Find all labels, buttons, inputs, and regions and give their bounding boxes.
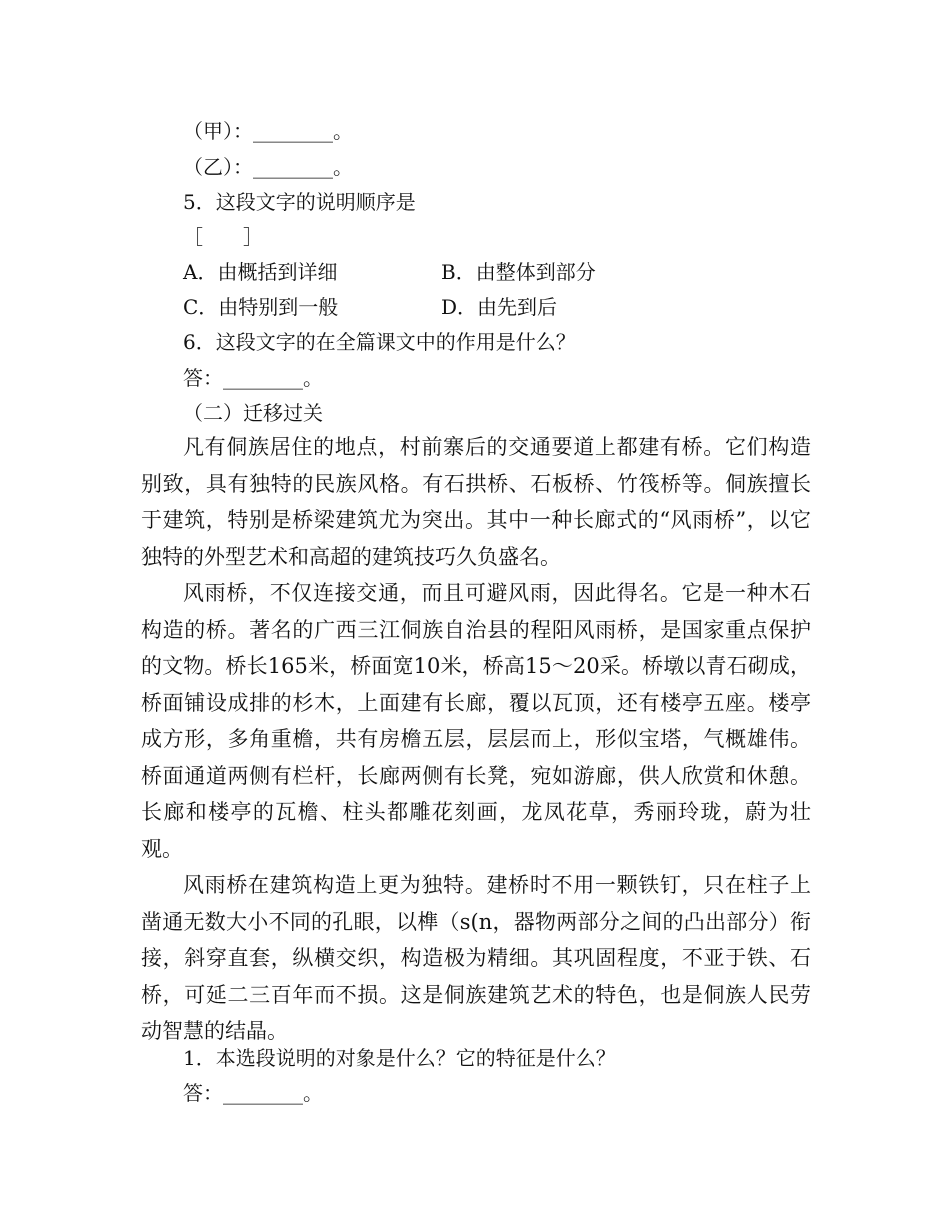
question-6-answer: 答：________。 bbox=[183, 366, 323, 390]
option-a: A．由概括到详细 bbox=[183, 260, 338, 284]
passage-paragraph-1: 凡有侗族居住的地点，村前寨后的交通要道上都建有桥。它们构造别致，具有独特的民族风格。有石拱桥、石板桥、竹筏桥等。侗族擅长于建筑，特别是桥梁建筑尤为突出。其中一种长廊式的“风雨桥”，以它独特的外型艺术和高超的建筑技巧久负盛名。 bbox=[141, 435, 811, 569]
question-5-bracket: ［ ］ bbox=[183, 225, 263, 249]
question-5-options-row-1 bbox=[183, 260, 596, 284]
question-1-text: 1．本选段说明的对象是什么？它的特征是什么？ bbox=[183, 1046, 616, 1070]
option-c: C．由特别到一般 bbox=[183, 295, 339, 319]
question-yi-blank: （乙）：________。 bbox=[183, 155, 353, 179]
question-jia-blank: （甲）：________。 bbox=[183, 119, 353, 143]
question-5-options-row-2 bbox=[183, 295, 557, 319]
section-heading: （二）迁移过关 bbox=[183, 401, 323, 425]
option-b: B．由整体到部分 bbox=[441, 260, 596, 284]
question-6-text: 6．这段文字的在全篇课文中的作用是什么？ bbox=[183, 330, 576, 354]
question-1-answer: 答：________。 bbox=[183, 1081, 323, 1105]
option-d: D．由先到后 bbox=[441, 295, 558, 319]
passage-paragraph-3: 风雨桥在建筑构造上更为独特。建桥时不用一颗铁钉，只在柱子上凿通无数大小不同的孔眼，以榫（s(n，器物两部分之间的凸出部分）衔接，斜穿直套，纵横交织，构造极为精细。其巩固程度，不亚于铁、石桥，可延二三百年而不损。这是侗族建筑艺术的特色，也是侗族人民劳动智慧的结晶。 bbox=[141, 873, 811, 1043]
passage-paragraph-2: 风雨桥，不仅连接交通，而且可避风雨，因此得名。它是一种木石构造的桥。著名的广西三江侗族自治县的程阳风雨桥，是国家重点保护的文物。桥长165米，桥面宽10米，桥高15～20采。桥墩以青石砌成，桥面铺设成排的杉木，上面建有长廊，覆以瓦顶，还有楼亭五座。楼亭成方形，多角重檐，共有房檐五层，层层而上，形似宝塔，气概雄伟。桥面通道两侧有栏杆，长廊两侧有长凳，宛如游廊，供人欣赏和休憩。长廊和楼亭的瓦檐、柱头都雕花刻画，龙凤花草，秀丽玲珑，蔚为壮观。 bbox=[141, 581, 811, 861]
question-5-text: 5．这段文字的说明顺序是 bbox=[183, 190, 416, 214]
